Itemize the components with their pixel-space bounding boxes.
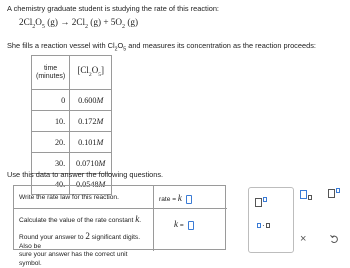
- concentration-cell: 0.600M: [70, 90, 112, 111]
- concentration-header: $[Cl_2O_5]$: [70, 56, 112, 90]
- subscript-box-icon[interactable]: [300, 189, 312, 200]
- math-toolbar: [248, 187, 294, 253]
- table-header-row: [32, 56, 112, 90]
- time-cell: 0: [32, 90, 70, 111]
- time-cell: 20.: [32, 132, 70, 153]
- rate-law-input[interactable]: [186, 195, 192, 204]
- table-row: [32, 132, 112, 153]
- rate-constant-question: Calculate the value of the rate constant k.: [19, 214, 142, 224]
- close-icon[interactable]: ×: [300, 233, 307, 245]
- table-row: [32, 90, 112, 111]
- superscript-box-icon[interactable]: [255, 198, 267, 207]
- concentration-cell: 0.101M: [70, 132, 112, 153]
- rate-law-question: Write the rate law for this reaction.: [19, 194, 119, 201]
- time-cell: 40.: [32, 174, 70, 195]
- concentration-cell: 0.172M: [70, 111, 112, 132]
- superscript-box-icon[interactable]: [328, 189, 340, 198]
- concentration-cell: 0.0710M: [70, 153, 112, 174]
- procedure-text: She fills a reaction vessel with $Cl_2O_5$ and measures its concentration as the reaction proceeds:: [7, 41, 316, 53]
- column-divider: [153, 186, 154, 251]
- time-cell: 10.: [32, 111, 70, 132]
- rate-constant-input[interactable]: [188, 221, 194, 230]
- rate-law-answer-row: rate = k: [159, 193, 192, 204]
- instructions-text: Use this data to answer the following questions.: [7, 170, 164, 179]
- time-cell: 30.: [32, 153, 70, 174]
- question-panel: [13, 185, 226, 267]
- table-row: [32, 111, 112, 132]
- undo-icon[interactable]: [330, 234, 339, 244]
- row-divider: [14, 208, 227, 209]
- intro-text: A chemistry graduate student is studying the rate of this reaction:: [7, 4, 219, 13]
- rate-constant-answer-row: k =: [174, 219, 194, 230]
- arrow-icon: →: [60, 17, 70, 27]
- rounding-instructions: Round your answer to 2 significant digits. Also be sure your answer has the correct unit symbol.: [19, 231, 141, 267]
- concentration-cell: 0.0548M: [70, 174, 112, 195]
- multiply-dot-button[interactable]: ·: [257, 221, 270, 230]
- time-header: time (minutes): [32, 56, 70, 90]
- reaction-equation: $2Cl_2O_5$ $(g) \to 2Cl_2$ $(g) + 5O_2$ (g): [19, 17, 139, 30]
